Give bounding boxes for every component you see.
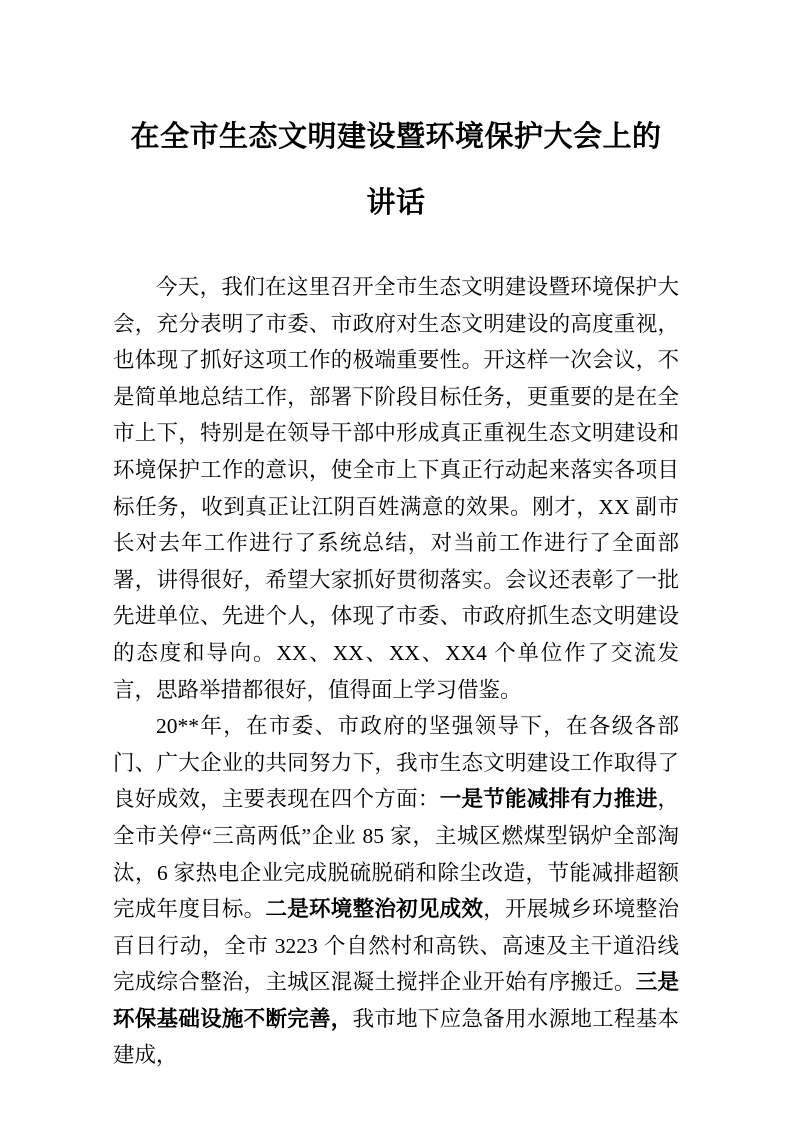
paragraph-bold-segment: 二是环境整治初见成效 bbox=[265, 897, 484, 922]
paragraph-bold-segment: 三是环保基础设施不断完善， bbox=[113, 970, 679, 1031]
document-body bbox=[113, 269, 679, 1074]
title-line-1: 在全市生态文明建设暨环境保护大会上的 bbox=[130, 121, 662, 153]
title-line-2: 讲话 bbox=[366, 187, 426, 219]
paragraph-text-segment: 今天，我们在这里召开全市生态文明建设暨环境保护大会，充分表明了市委、市政府对生态文明建设的高度重视，也体现了抓好这项工作的极端重要性。开这样一次会议，不是简单地总结工作，部署下阶段目标任务，更重要的是在全市上下，特别是在领导干部中形成真正重视生态文明建设和环境保护工作的意识，使全市上下真正行动起来落实各项目标任务，收到真正让江阴百姓满意的效果。刚才，XX 副市长对去年工作进行了系统总结，对当前工作进行了全面部署，讲得很好，希望大家抓好贯彻落实。会议还表彰了一批先进单位、先进个人，体现了市委、市政府抓生态文明建设的态度和导向。XX、XX、XX、XX4 个单位作了交流发言，思路举措都很好，值得面上学习借鉴。 bbox=[113, 275, 679, 702]
paragraph-text-segment: 20**年，在市委、市政府的坚强领导下，在各级各部门、广大企业的共同努力下，我市生态文明建设工作取得了良好成效，主要表现在四个方面： bbox=[113, 714, 679, 812]
paragraph-text-segment: ，开展城乡环境整治百日行动，全市 3223 个自然村和高铁、高速及主干道沿线完成综合整治，主城区混凝土搅拌企业开始有序搬迁。 bbox=[113, 897, 679, 995]
paragraph-text-segment: 我市地下应急备用水源地工程基本建成， bbox=[113, 1006, 679, 1068]
paragraph bbox=[113, 708, 679, 1074]
paragraph-text-segment: ，全市关停“三高两低”企业 85 家，主城区燃煤型锅炉全部淘汰，6 家热电企业完成脱硫脱硝和除尘改造，节能减排超额完成年度目标。 bbox=[113, 787, 679, 922]
paragraph bbox=[113, 269, 679, 708]
paragraph-bold-segment: 一是节能减排有力推进 bbox=[439, 787, 658, 812]
document-title bbox=[113, 104, 679, 236]
